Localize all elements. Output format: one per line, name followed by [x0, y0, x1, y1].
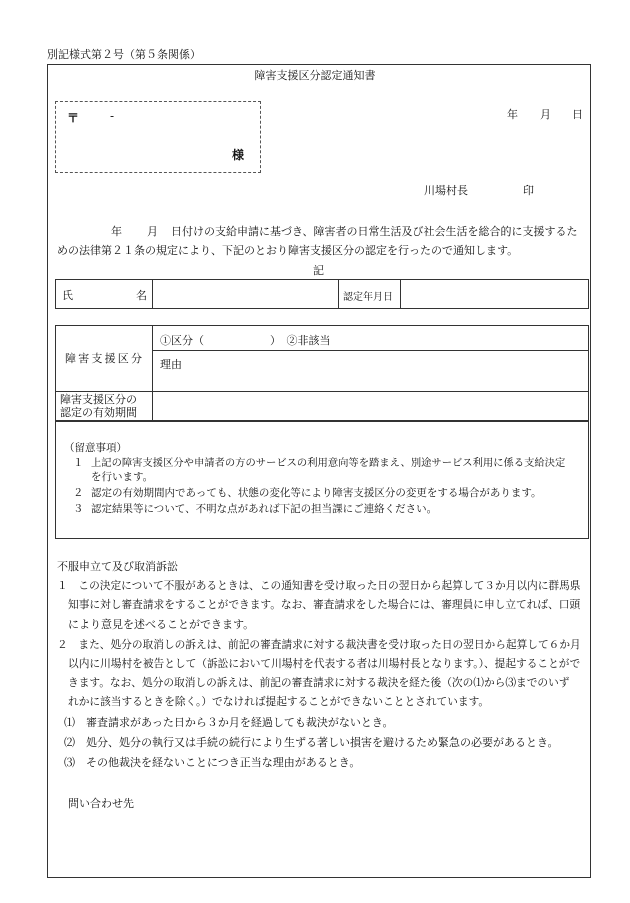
postal-mark: 〒: [67, 111, 80, 125]
note-2-num: ２: [73, 487, 84, 499]
appeal-p2-line1: ２ また、処分の取消しの訴えは、前記の審査請求に対する裁決書を受け取った日の翌日から起算して６か月: [57, 638, 581, 651]
appeal-item-2: ⑵ 処分、処分の執行又は手続の続行により生ずる著しい損害を避けるため緊急の必要があるとき。: [64, 736, 559, 749]
form-label: 別記様式第２号（第５条関係）: [47, 48, 201, 61]
address-box: [55, 101, 261, 173]
postal-dash: -: [110, 109, 115, 123]
reason-label: 理由: [160, 358, 182, 371]
note-1-line1: 上記の障害支援区分や申請者の方のサービスの利用意向等を踏まえ、別途サービス利用に係る支給決定: [91, 457, 566, 469]
issuer-name: 川場村長: [424, 184, 468, 197]
appeal-p2-line4: れかに該当するときを除く。）でなければ提起することができないこととされています。: [68, 695, 490, 708]
appeal-p2-line3: きます。なお、処分の取消しの訴えは、前記の審査請求に対する裁決を経た後（次の⑴から⑶までのいず: [68, 676, 570, 689]
category-options: ①区分（ ） ②非該当: [160, 334, 331, 347]
document-title: 障害支援区分認定通知書: [254, 69, 376, 82]
appeal-p2-line2: 以内に川場村を被告として（訴訟において川場村を代表する者は川場村長となります。）、提起することがで: [68, 657, 581, 670]
note-1-line2: を行います。: [91, 471, 154, 483]
note-2-line1: 認定の有効期間内であっても、状態の変化等により障害支援区分の変更をする場合があります。: [91, 487, 542, 499]
intro-month: 月: [147, 225, 158, 238]
contact-label: 問い合わせ先: [68, 797, 134, 810]
appeal-p1-line1: １ この決定について不服があるときは、この通知書を受け取った日の翌日から起算して３か月以内に群馬県: [57, 579, 581, 592]
appeal-item-1: ⑴ 審査請求があった日から３か月を経過しても裁決がないとき。: [64, 716, 394, 729]
appeal-item-3: ⑶ その他裁決を経ないことにつき正当な理由があるとき。: [64, 756, 361, 769]
notes-heading: （留意事項）: [64, 442, 127, 454]
intro-year: 年: [111, 225, 122, 238]
appeal-p1-line2: 知事に対し審査請求をすることができます。なお、審査請求をした場合には、審理員に申し立てれば、口頭: [68, 598, 581, 611]
intro-line1: 日付けの支給申請に基づき、障害者の日常生活及び社会生活を総合的に支援するた: [171, 225, 578, 238]
date-year: 年: [507, 108, 518, 121]
category-label: 障害支援区分: [65, 352, 145, 365]
note-3-num: ３: [73, 503, 84, 515]
date-month: 月: [540, 108, 551, 121]
ki-label: 記: [313, 264, 324, 277]
validity-label-2: 認定の有効期間: [60, 406, 137, 419]
certification-date-label: 認定年月日: [343, 292, 393, 303]
issuer-seal: 印: [523, 184, 534, 197]
validity-label-1: 障害支援区分の: [60, 393, 137, 406]
honorific: 様: [232, 148, 245, 162]
date-day: 日: [572, 108, 583, 121]
note-3-line1: 認定結果等について、不明な点があれば下記の担当課にご連絡ください。: [91, 503, 438, 515]
appeal-heading: 不服申立て及び取消訴訟: [57, 560, 178, 573]
note-1-num: １: [73, 457, 84, 469]
name-label-2: 名: [136, 289, 147, 302]
appeal-p1-line3: により意見を述べることができます。: [68, 618, 255, 631]
intro-line2: めの法律第２１条の規定により、下記のとおり障害支援区分の認定を行ったので通知します。: [57, 244, 519, 257]
name-label-1: 氏: [62, 289, 73, 302]
